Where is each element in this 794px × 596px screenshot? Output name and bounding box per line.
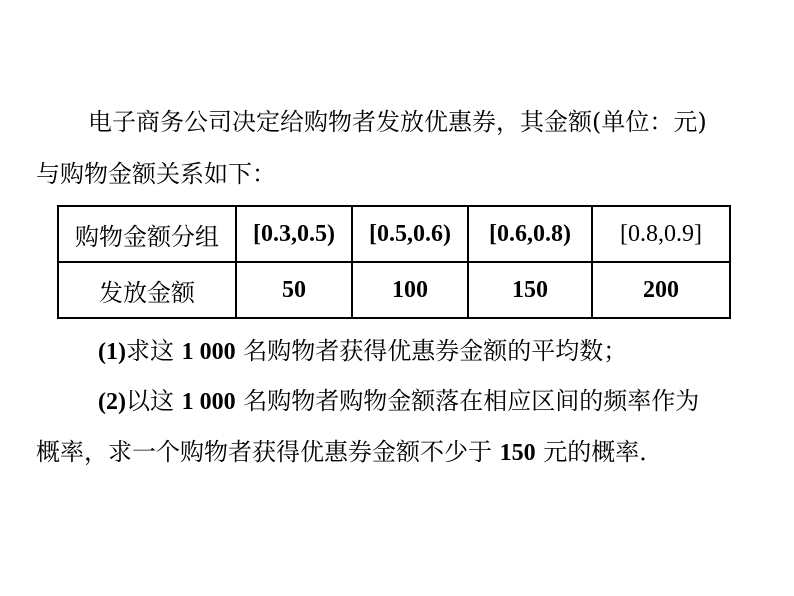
table-row-header: 购物金额分组	[58, 206, 236, 262]
table-cell: 200	[592, 262, 730, 318]
question-1	[98, 336, 627, 367]
table-row-header: 发放金额	[58, 262, 236, 318]
table-cell: [0.3,0.5)	[236, 206, 352, 262]
question-threshold: 150	[499, 440, 536, 466]
question-text: 概率，求一个购物者获得优惠券金额不少于	[36, 438, 500, 466]
question-text: 以这	[125, 387, 182, 415]
intro-line-1: 电子商务公司决定给购物者发放优惠券，其金额(单位：元)	[88, 108, 707, 136]
table-cell: 150	[468, 262, 592, 318]
intro-line-2: 与购物金额关系如下：	[36, 160, 276, 188]
coupon-table	[57, 205, 731, 319]
question-2-continued	[36, 437, 663, 468]
table-row-purchase-groups	[58, 206, 730, 262]
table-cell: [0.5,0.6)	[352, 206, 468, 262]
question-count: 1 000	[181, 389, 236, 415]
table-row-coupon-amounts	[58, 262, 730, 318]
table-cell: 100	[352, 262, 468, 318]
question-number: (2)	[98, 389, 126, 415]
question-text: 名购物者获得优惠券金额的平均数；	[235, 337, 628, 365]
table-cell: [0.6,0.8)	[468, 206, 592, 262]
question-text: 求这	[125, 337, 182, 365]
question-number: (1)	[98, 339, 126, 365]
table-cell: [0.8,0.9]	[592, 206, 730, 262]
question-count: 1 000	[181, 339, 236, 365]
question-text: 元的概率．	[535, 438, 664, 466]
table-cell: 50	[236, 262, 352, 318]
question-2	[98, 386, 699, 417]
question-text: 名购物者购物金额落在相应区间的频率作为	[235, 387, 700, 415]
